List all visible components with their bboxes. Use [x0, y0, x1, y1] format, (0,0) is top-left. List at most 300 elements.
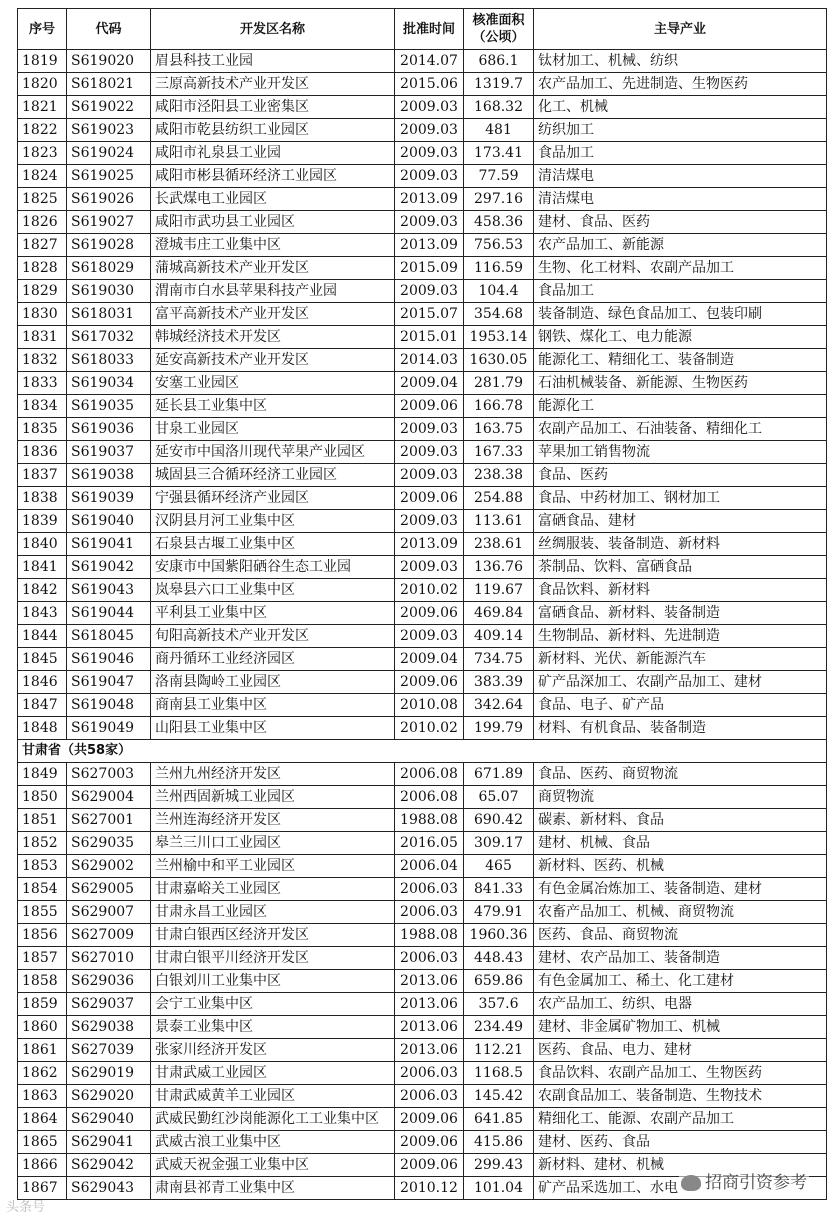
cell-code: S619044 [67, 602, 151, 625]
table-row [18, 947, 827, 970]
table-row [18, 717, 827, 740]
cell-code: S627003 [67, 763, 151, 786]
cell-industry: 化工、机械 [534, 96, 827, 119]
cell-code: S627001 [67, 809, 151, 832]
cell-area: 299.43 [464, 1154, 534, 1177]
table-header-row [18, 9, 827, 50]
table-row [18, 257, 827, 280]
cell-area: 409.14 [464, 625, 534, 648]
cell-approval-time: 2013.06 [395, 1016, 464, 1039]
cell-industry: 装备制造、绿色食品加工、包装印刷 [534, 303, 827, 326]
header-area: 核准面积 （公顷） [464, 9, 534, 50]
cell-code: S619027 [67, 211, 151, 234]
cell-approval-time: 2009.03 [395, 119, 464, 142]
cell-zone-name: 张家川经济开发区 [151, 1039, 395, 1062]
table-row [18, 211, 827, 234]
cell-zone-name: 城固县三合循环经济工业园区 [151, 464, 395, 487]
cell-area: 238.61 [464, 533, 534, 556]
cell-area: 686.1 [464, 50, 534, 73]
cell-zone-name: 富平高新技术产业开发区 [151, 303, 395, 326]
cell-approval-time: 2010.12 [395, 1177, 464, 1200]
cell-zone-name: 甘肃武威工业园区 [151, 1062, 395, 1085]
cell-seq: 1830 [18, 303, 67, 326]
cell-area: 166.78 [464, 395, 534, 418]
cell-code: S629041 [67, 1131, 151, 1154]
cell-area: 415.86 [464, 1131, 534, 1154]
cell-seq: 1837 [18, 464, 67, 487]
cell-code: S618021 [67, 73, 151, 96]
cell-industry: 医药、食品、商贸物流 [534, 924, 827, 947]
cell-area: 112.21 [464, 1039, 534, 1062]
header-approval-time: 批准时间 [395, 9, 464, 50]
cell-industry: 农产品加工、纺织、电器 [534, 993, 827, 1016]
cell-approval-time: 2009.06 [395, 1131, 464, 1154]
table-row [18, 441, 827, 464]
table-row [18, 73, 827, 96]
cell-industry: 建材、食品、医药 [534, 211, 827, 234]
cell-zone-name: 石泉县古堰工业集中区 [151, 533, 395, 556]
cell-approval-time: 2014.07 [395, 50, 464, 73]
cell-approval-time: 2006.03 [395, 1062, 464, 1085]
cell-area: 1630.05 [464, 349, 534, 372]
cell-code: S619028 [67, 234, 151, 257]
cell-seq: 1829 [18, 280, 67, 303]
cell-code: S629004 [67, 786, 151, 809]
cell-area: 734.75 [464, 648, 534, 671]
cell-industry: 富硒食品、新材料、装备制造 [534, 602, 827, 625]
cell-zone-name: 长武煤电工业园区 [151, 188, 395, 211]
table-body [18, 50, 827, 1200]
cell-seq: 1821 [18, 96, 67, 119]
cell-seq: 1860 [18, 1016, 67, 1039]
cell-zone-name: 皋兰三川口工业园区 [151, 832, 395, 855]
cell-seq: 1824 [18, 165, 67, 188]
cell-zone-name: 三原高新技术产业开发区 [151, 73, 395, 96]
cell-approval-time: 2015.06 [395, 73, 464, 96]
cell-approval-time: 2009.03 [395, 464, 464, 487]
cell-zone-name: 武威天祝金强工业集中区 [151, 1154, 395, 1177]
cell-industry: 清洁煤电 [534, 188, 827, 211]
table-row [18, 1085, 827, 1108]
cell-code: S619038 [67, 464, 151, 487]
cell-zone-name: 岚皋县六口工业集中区 [151, 579, 395, 602]
table-row [18, 280, 827, 303]
table-row [18, 1108, 827, 1131]
cell-industry: 建材、机械、食品 [534, 832, 827, 855]
table-row [18, 96, 827, 119]
cell-approval-time: 2014.03 [395, 349, 464, 372]
cell-seq: 1852 [18, 832, 67, 855]
cell-code: S627009 [67, 924, 151, 947]
cell-code: S619042 [67, 556, 151, 579]
cell-area: 119.67 [464, 579, 534, 602]
cell-code: S617032 [67, 326, 151, 349]
cell-area: 254.88 [464, 487, 534, 510]
cell-approval-time: 2013.06 [395, 1039, 464, 1062]
table-row [18, 1062, 827, 1085]
cell-code: S619026 [67, 188, 151, 211]
cell-code: S619020 [67, 50, 151, 73]
cell-area: 1953.14 [464, 326, 534, 349]
cell-approval-time: 1988.08 [395, 809, 464, 832]
table-row [18, 970, 827, 993]
table-row [18, 119, 827, 142]
cell-zone-name: 甘肃武威黄羊工业园区 [151, 1085, 395, 1108]
cell-zone-name: 延长县工业集中区 [151, 395, 395, 418]
cell-approval-time: 2009.06 [395, 1108, 464, 1131]
cell-code: S619035 [67, 395, 151, 418]
cell-area: 357.6 [464, 993, 534, 1016]
cell-area: 481 [464, 119, 534, 142]
watermark-corner: 头条号 [6, 1200, 46, 1215]
cell-industry: 建材、医药、食品 [534, 1131, 827, 1154]
table-row [18, 326, 827, 349]
cell-zone-name: 甘肃嘉峪关工业园区 [151, 878, 395, 901]
table-row [18, 1039, 827, 1062]
cell-seq: 1840 [18, 533, 67, 556]
cell-seq: 1842 [18, 579, 67, 602]
cell-zone-name: 蒲城高新技术产业开发区 [151, 257, 395, 280]
cell-zone-name: 兰州九州经济开发区 [151, 763, 395, 786]
cell-code: S629019 [67, 1062, 151, 1085]
cell-zone-name: 咸阳市泾阳县工业密集区 [151, 96, 395, 119]
cell-code: S619025 [67, 165, 151, 188]
cell-approval-time: 2009.03 [395, 441, 464, 464]
table-row [18, 924, 827, 947]
table-row [18, 395, 827, 418]
cell-industry: 新材料、光伏、新能源汽车 [534, 648, 827, 671]
cell-code: S629035 [67, 832, 151, 855]
cell-code: S619046 [67, 648, 151, 671]
table-row [18, 579, 827, 602]
cell-code: S629036 [67, 970, 151, 993]
cell-area: 458.36 [464, 211, 534, 234]
cell-industry: 能源化工、精细化工、装备制造 [534, 349, 827, 372]
cell-area: 690.42 [464, 809, 534, 832]
cell-seq: 1832 [18, 349, 67, 372]
cell-area: 1960.36 [464, 924, 534, 947]
cell-code: S629020 [67, 1085, 151, 1108]
cell-industry: 材料、有机食品、装备制造 [534, 717, 827, 740]
table-row [18, 188, 827, 211]
cell-zone-name: 甘泉工业园区 [151, 418, 395, 441]
cell-seq: 1846 [18, 671, 67, 694]
cell-approval-time: 2009.03 [395, 142, 464, 165]
cell-approval-time: 2009.06 [395, 395, 464, 418]
cell-zone-name: 景泰工业集中区 [151, 1016, 395, 1039]
cell-seq: 1838 [18, 487, 67, 510]
cell-code: S619023 [67, 119, 151, 142]
cell-seq: 1851 [18, 809, 67, 832]
cell-zone-name: 咸阳市彬县循环经济工业园区 [151, 165, 395, 188]
cell-approval-time: 2009.03 [395, 165, 464, 188]
cell-code: S629038 [67, 1016, 151, 1039]
table-row [18, 418, 827, 441]
cell-zone-name: 澄城韦庄工业集中区 [151, 234, 395, 257]
cell-approval-time: 2009.06 [395, 1154, 464, 1177]
cell-approval-time: 2009.03 [395, 211, 464, 234]
cell-code: S619034 [67, 372, 151, 395]
cell-industry: 有色金属冶炼加工、装备制造、建材 [534, 878, 827, 901]
header-code: 代码 [67, 9, 151, 50]
cell-area: 671.89 [464, 763, 534, 786]
cell-industry: 新材料、建材、机械 [534, 1154, 827, 1177]
cell-industry: 富硒食品、建材 [534, 510, 827, 533]
cell-approval-time: 2009.04 [395, 372, 464, 395]
cell-industry: 生物制品、新材料、先进制造 [534, 625, 827, 648]
cell-code: S619030 [67, 280, 151, 303]
cell-approval-time: 2009.03 [395, 418, 464, 441]
cell-zone-name: 咸阳市武功县工业园区 [151, 211, 395, 234]
cell-zone-name: 商丹循环工业经济园区 [151, 648, 395, 671]
cell-approval-time: 2009.03 [395, 510, 464, 533]
cell-approval-time: 2006.08 [395, 763, 464, 786]
cell-area: 101.04 [464, 1177, 534, 1200]
cell-code: S629037 [67, 993, 151, 1016]
cell-zone-name: 平利县工业集中区 [151, 602, 395, 625]
cell-seq: 1861 [18, 1039, 67, 1062]
cell-area: 168.32 [464, 96, 534, 119]
cell-zone-name: 会宁工业集中区 [151, 993, 395, 1016]
cell-zone-name: 延安高新技术产业开发区 [151, 349, 395, 372]
wechat-icon [681, 1175, 701, 1191]
cell-zone-name: 韩城经济技术开发区 [151, 326, 395, 349]
cell-approval-time: 2006.03 [395, 947, 464, 970]
cell-code: S629040 [67, 1108, 151, 1131]
cell-area: 104.4 [464, 280, 534, 303]
cell-area: 65.07 [464, 786, 534, 809]
cell-seq: 1820 [18, 73, 67, 96]
cell-industry: 矿产品采选加工、水电 [534, 1177, 827, 1200]
cell-approval-time: 2016.05 [395, 832, 464, 855]
cell-code: S619040 [67, 510, 151, 533]
cell-approval-time: 2010.02 [395, 579, 464, 602]
section-title: 甘肃省（共58家） [18, 740, 827, 763]
cell-area: 342.64 [464, 694, 534, 717]
cell-code: S629005 [67, 878, 151, 901]
cell-code: S618033 [67, 349, 151, 372]
cell-seq: 1850 [18, 786, 67, 809]
cell-approval-time: 2006.03 [395, 878, 464, 901]
table-row [18, 142, 827, 165]
table-row [18, 165, 827, 188]
cell-zone-name: 武威民勤红沙岗能源化工工业集中区 [151, 1108, 395, 1131]
cell-zone-name: 洛南县陶岭工业园区 [151, 671, 395, 694]
cell-area: 234.49 [464, 1016, 534, 1039]
table-row [18, 234, 827, 257]
cell-approval-time: 2013.06 [395, 993, 464, 1016]
cell-seq: 1847 [18, 694, 67, 717]
cell-area: 354.68 [464, 303, 534, 326]
cell-industry: 商贸物流 [534, 786, 827, 809]
table-row [18, 901, 827, 924]
cell-code: S618045 [67, 625, 151, 648]
cell-seq: 1839 [18, 510, 67, 533]
cell-code: S629042 [67, 1154, 151, 1177]
cell-industry: 食品饮料、农副产品加工、生物医药 [534, 1062, 827, 1085]
cell-approval-time: 2009.03 [395, 556, 464, 579]
table-row [18, 50, 827, 73]
cell-seq: 1862 [18, 1062, 67, 1085]
cell-area: 145.42 [464, 1085, 534, 1108]
cell-seq: 1823 [18, 142, 67, 165]
cell-industry: 建材、非金属矿物加工、机械 [534, 1016, 827, 1039]
cell-seq: 1855 [18, 901, 67, 924]
cell-seq: 1822 [18, 119, 67, 142]
cell-zone-name: 咸阳市乾县纺织工业园区 [151, 119, 395, 142]
table-row [18, 671, 827, 694]
table-row [18, 878, 827, 901]
cell-seq: 1857 [18, 947, 67, 970]
cell-code: S619037 [67, 441, 151, 464]
development-zone-table [17, 8, 827, 1200]
cell-area: 469.84 [464, 602, 534, 625]
cell-code: S629007 [67, 901, 151, 924]
cell-industry: 新材料、医药、机械 [534, 855, 827, 878]
cell-industry: 苹果加工销售物流 [534, 441, 827, 464]
cell-industry: 碳素、新材料、食品 [534, 809, 827, 832]
cell-code: S619039 [67, 487, 151, 510]
cell-industry: 食品、电子、矿产品 [534, 694, 827, 717]
cell-code: S619043 [67, 579, 151, 602]
cell-seq: 1827 [18, 234, 67, 257]
cell-code: S619048 [67, 694, 151, 717]
cell-zone-name: 宁强县循环经济产业园区 [151, 487, 395, 510]
cell-seq: 1867 [18, 1177, 67, 1200]
header-zone-name: 开发区名称 [151, 9, 395, 50]
cell-seq: 1858 [18, 970, 67, 993]
cell-industry: 农产品加工、新能源 [534, 234, 827, 257]
cell-industry: 生物、化工材料、农副产品加工 [534, 257, 827, 280]
cell-approval-time: 2006.03 [395, 1085, 464, 1108]
cell-code: S629043 [67, 1177, 151, 1200]
cell-zone-name: 兰州连海经济开发区 [151, 809, 395, 832]
cell-area: 479.91 [464, 901, 534, 924]
cell-seq: 1834 [18, 395, 67, 418]
cell-approval-time: 2009.06 [395, 671, 464, 694]
cell-seq: 1859 [18, 993, 67, 1016]
cell-industry: 钛材加工、机械、纺织 [534, 50, 827, 73]
cell-industry: 能源化工 [534, 395, 827, 418]
cell-code: S619049 [67, 717, 151, 740]
table-row [18, 809, 827, 832]
cell-area: 77.59 [464, 165, 534, 188]
cell-seq: 1864 [18, 1108, 67, 1131]
cell-industry: 食品加工 [534, 280, 827, 303]
table-row [18, 556, 827, 579]
cell-code: S627039 [67, 1039, 151, 1062]
cell-area: 116.59 [464, 257, 534, 280]
table-row [18, 372, 827, 395]
table-row [18, 786, 827, 809]
cell-approval-time: 2010.02 [395, 717, 464, 740]
cell-area: 641.85 [464, 1108, 534, 1131]
cell-seq: 1819 [18, 50, 67, 73]
cell-approval-time: 2009.06 [395, 602, 464, 625]
table-row [18, 487, 827, 510]
table-row [18, 648, 827, 671]
cell-area: 465 [464, 855, 534, 878]
cell-seq: 1844 [18, 625, 67, 648]
cell-zone-name: 渭南市白水县苹果科技产业园 [151, 280, 395, 303]
cell-seq: 1853 [18, 855, 67, 878]
cell-industry: 建材、农产品加工、装备制造 [534, 947, 827, 970]
cell-zone-name: 汉阴县月河工业集中区 [151, 510, 395, 533]
cell-code: S627010 [67, 947, 151, 970]
cell-zone-name: 肃南县祁青工业集中区 [151, 1177, 395, 1200]
cell-seq: 1828 [18, 257, 67, 280]
cell-zone-name: 旬阳高新技术产业开发区 [151, 625, 395, 648]
watermark: 招商引资参考 [679, 1168, 809, 1193]
cell-zone-name: 甘肃白银西区经济开发区 [151, 924, 395, 947]
cell-seq: 1831 [18, 326, 67, 349]
cell-seq: 1841 [18, 556, 67, 579]
cell-zone-name: 商南县工业集中区 [151, 694, 395, 717]
cell-area: 173.41 [464, 142, 534, 165]
cell-seq: 1866 [18, 1154, 67, 1177]
cell-seq: 1826 [18, 211, 67, 234]
cell-approval-time: 2015.07 [395, 303, 464, 326]
cell-seq: 1865 [18, 1131, 67, 1154]
table-row [18, 1016, 827, 1039]
cell-seq: 1849 [18, 763, 67, 786]
cell-zone-name: 兰州西固新城工业园区 [151, 786, 395, 809]
cell-area: 167.33 [464, 441, 534, 464]
cell-approval-time: 2009.06 [395, 487, 464, 510]
cell-approval-time: 2013.06 [395, 970, 464, 993]
cell-area: 756.53 [464, 234, 534, 257]
cell-industry: 农副食品加工、装备制造、生物技术 [534, 1085, 827, 1108]
table-row [18, 602, 827, 625]
table-row [18, 993, 827, 1016]
cell-industry: 食品加工 [534, 142, 827, 165]
table-row [18, 763, 827, 786]
cell-approval-time: 2006.04 [395, 855, 464, 878]
cell-area: 1168.5 [464, 1062, 534, 1085]
cell-zone-name: 眉县科技工业园 [151, 50, 395, 73]
header-seq: 序号 [18, 9, 67, 50]
cell-approval-time: 2015.09 [395, 257, 464, 280]
cell-seq: 1848 [18, 717, 67, 740]
cell-area: 1319.7 [464, 73, 534, 96]
cell-seq: 1845 [18, 648, 67, 671]
cell-industry: 农产品加工、先进制造、生物医药 [534, 73, 827, 96]
cell-seq: 1836 [18, 441, 67, 464]
cell-area: 309.17 [464, 832, 534, 855]
cell-industry: 食品饮料、新材料 [534, 579, 827, 602]
cell-industry: 茶制品、饮料、富硒食品 [534, 556, 827, 579]
table-row [18, 1131, 827, 1154]
cell-industry: 石油机械装备、新能源、生物医药 [534, 372, 827, 395]
table-row [18, 303, 827, 326]
header-industry: 主导产业 [534, 9, 827, 50]
cell-industry: 矿产品深加工、农副产品加工、建材 [534, 671, 827, 694]
cell-code: S619041 [67, 533, 151, 556]
cell-seq: 1833 [18, 372, 67, 395]
cell-industry: 钢铁、煤化工、电力能源 [534, 326, 827, 349]
cell-approval-time: 2006.03 [395, 901, 464, 924]
cell-code: S619047 [67, 671, 151, 694]
cell-approval-time: 1988.08 [395, 924, 464, 947]
cell-approval-time: 2013.09 [395, 188, 464, 211]
cell-industry: 农副产品加工、石油装备、精细化工 [534, 418, 827, 441]
cell-industry: 农畜产品加工、机械、商贸物流 [534, 901, 827, 924]
cell-seq: 1856 [18, 924, 67, 947]
cell-seq: 1863 [18, 1085, 67, 1108]
table-row [18, 694, 827, 717]
cell-industry: 食品、医药、商贸物流 [534, 763, 827, 786]
cell-zone-name: 安塞工业园区 [151, 372, 395, 395]
